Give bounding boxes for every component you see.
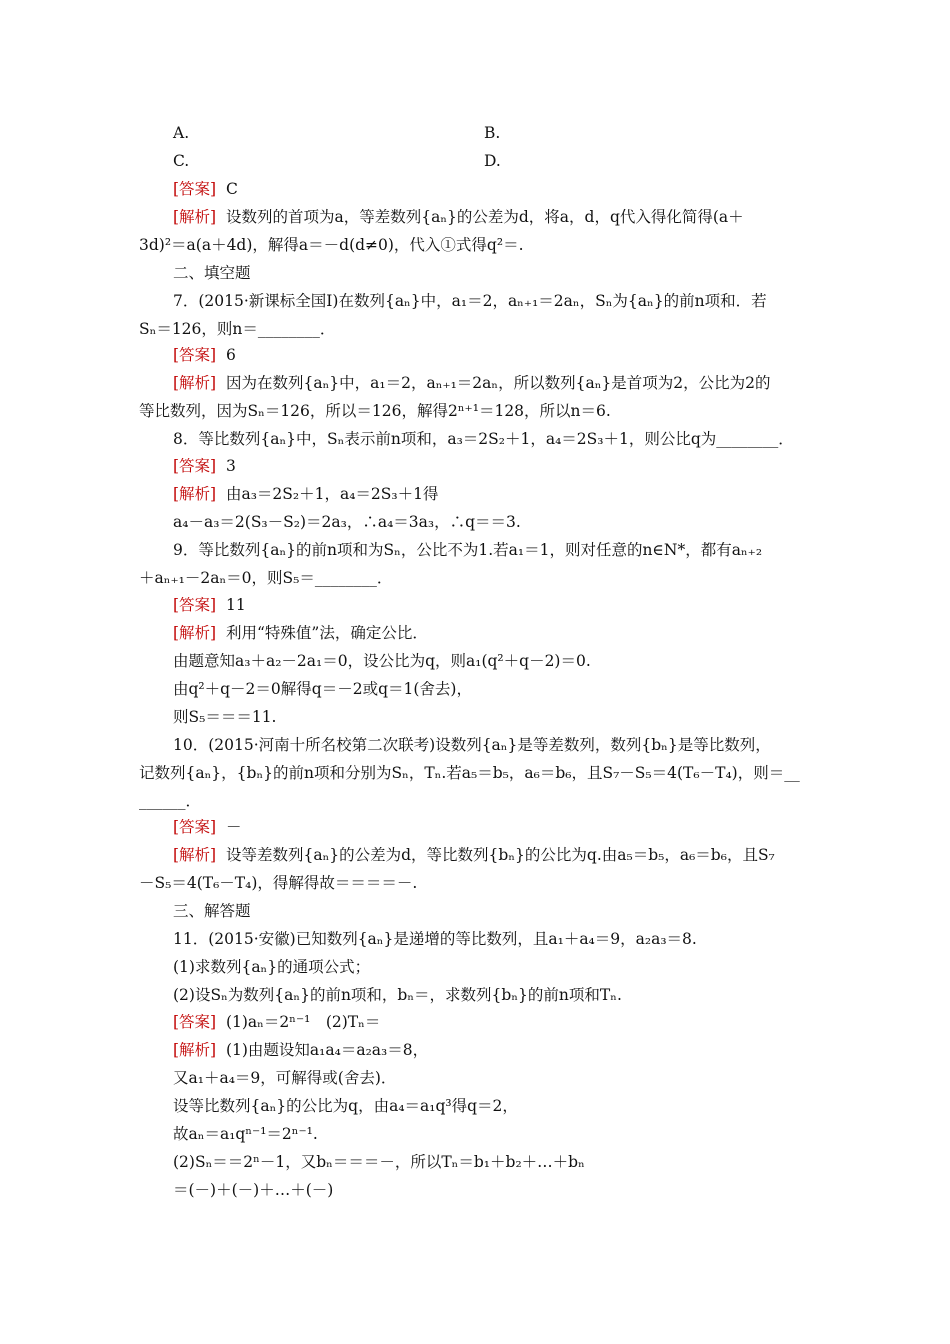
q8-stem-line-1: 8．等比数列{aₙ}中，Sₙ表示前n项和，a₃＝2S₂＋1，a₄＝2S₃＋1，则公比q为________． [173, 430, 794, 448]
answer-tag: [答案] [173, 180, 217, 198]
q11-analysis-line-2: 又a₁＋a₄＝9，可解得或(舍去)． [173, 1069, 397, 1087]
q9-stem-line-1: 9．等比数列{aₙ}的前n项和为Sₙ，公比不为1.若a₁＝1，则对任意的n∈N*，都有aₙ₊₂ [173, 541, 763, 559]
q9-answer-line [173, 595, 246, 615]
answer-tag: [答案] [173, 1013, 217, 1031]
analysis-text: (1)由题设知a₁a₄＝a₂a₃＝8， [225, 1041, 429, 1059]
analysis-text: 利用“特殊值”法，确定公比． [225, 624, 428, 642]
analysis-tag: [解析] [173, 485, 217, 503]
analysis-text: 设数列的首项为a，等差数列{aₙ}的公差为d，将a，d，q代入得化简得(a＋ [225, 208, 744, 226]
q11-answer-line [173, 1012, 380, 1032]
q9-analysis-line-1 [173, 623, 428, 643]
q8-analysis-line-2: a₄－a₃＝2(S₃－S₂)＝2a₃，∴a₄＝3a₃，∴q＝＝3. [173, 513, 521, 531]
q10-stem-line-1: 10．(2015·河南十所名校第二次联考)设数列{aₙ}是等差数列，数列{bₙ}是等比数列， [173, 736, 771, 754]
q8-answer-line [173, 456, 236, 476]
q9-analysis-line-2: 由题意知a₃＋a₂－2a₁＝0，设公比为q，则a₁(q²＋q－2)＝0. [173, 652, 591, 670]
q11-analysis-line-3: 设等比数列{aₙ}的公比为q，由a₄＝a₁q³得q＝2， [173, 1097, 518, 1115]
q6-analysis-line-2: 3d)²＝a(a＋4d)，解得a＝－d(d≠0)，代入①式得q²＝. [139, 236, 524, 254]
option-b: B. [484, 124, 501, 142]
q11-stem-line-2: (1)求数列{aₙ}的通项公式； [173, 958, 371, 976]
option-c: C. [173, 152, 190, 170]
answer-value: 11 [225, 596, 246, 614]
answer-tag: [答案] [173, 596, 217, 614]
q11-analysis-line-4: 故aₙ＝a₁qⁿ⁻¹＝2ⁿ⁻¹. [173, 1125, 318, 1143]
option-a: A. [173, 124, 190, 142]
q10-analysis-line-1 [173, 845, 775, 865]
q8-analysis-line-1 [173, 484, 439, 504]
analysis-text: 因为在数列{aₙ}中，a₁＝2，aₙ₊₁＝2aₙ，所以数列{aₙ}是首项为2，公比为2的 [225, 374, 771, 392]
q9-analysis-line-3: 由q²＋q－2＝0解得q＝－2或q＝1(舍去)， [173, 680, 472, 698]
q11-stem-line-1: 11．(2015·安徽)已知数列{aₙ}是递增的等比数列，且a₁＋a₄＝9，a₂a₃＝8. [173, 930, 697, 948]
q10-answer-line [173, 817, 241, 837]
q10-analysis-line-2: －S₅＝4(T₆－T₄)，得解得故＝＝＝＝－. [139, 874, 418, 892]
answer-tag: [答案] [173, 346, 217, 364]
q11-analysis-line-6: ＝(－)＋(－)＋…＋(－) [173, 1181, 334, 1199]
q7-analysis-line-1 [173, 373, 771, 393]
q6-analysis-line-1 [173, 207, 744, 227]
analysis-tag: [解析] [173, 624, 217, 642]
q7-analysis-line-2: 等比数列，因为Sₙ＝126，所以＝126，解得2ⁿ⁺¹＝128，所以n＝6. [139, 402, 611, 420]
analysis-text: 由a₃＝2S₂＋1，a₄＝2S₃＋1得 [225, 485, 439, 503]
q9-stem-line-2: ＋aₙ₊₁－2aₙ＝0，则S₅＝________． [139, 569, 393, 587]
answer-value: (1)aₙ＝2ⁿ⁻¹ (2)Tₙ＝ [225, 1013, 381, 1031]
q7-stem-line-2: Sₙ＝126，则n＝________． [139, 320, 336, 338]
answer-tag: [答案] [173, 457, 217, 475]
answer-tag: [答案] [173, 818, 217, 836]
analysis-tag: [解析] [173, 208, 217, 226]
q10-stem-line-2: 记数列{aₙ}，{bₙ}的前n项和分别为Sₙ，Tₙ.若a₅＝b₅，a₆＝b₆，且S₇－S₅＝4(T₆－T₄)，则＝__ [139, 764, 800, 782]
analysis-text: 设等差数列{aₙ}的公差为d，等比数列{bₙ}的公比为q.由a₅＝b₅，a₆＝b₆，且S₇ [225, 846, 775, 864]
section-heading-3: 三、解答题 [173, 902, 251, 920]
section-heading-2: 二、填空题 [173, 264, 251, 282]
q9-analysis-line-4: 则S₅＝＝＝11. [173, 708, 277, 726]
answer-value: C [225, 180, 238, 198]
q11-analysis-line-5: (2)Sₙ＝＝2ⁿ－1，又bₙ＝＝＝－，所以Tₙ＝b₁＋b₂＋…＋bₙ [173, 1153, 585, 1171]
analysis-tag: [解析] [173, 1041, 217, 1059]
q7-answer-line [173, 345, 236, 365]
q11-stem-line-3: (2)设Sₙ为数列{aₙ}的前n项和，bₙ＝，求数列{bₙ}的前n项和Tₙ. [173, 986, 622, 1004]
q7-stem-line-1: 7．(2015·新课标全国Ⅰ)在数列{aₙ}中，a₁＝2，aₙ₊₁＝2aₙ，Sₙ为{aₙ}的前n项和．若 [173, 292, 767, 310]
q10-stem-line-3: ______． [139, 792, 202, 810]
answer-value: 3 [225, 457, 236, 475]
q6-answer-line [173, 179, 238, 199]
q11-analysis-line-1 [173, 1040, 428, 1060]
analysis-tag: [解析] [173, 846, 217, 864]
analysis-tag: [解析] [173, 374, 217, 392]
answer-value: 6 [225, 346, 236, 364]
answer-value: － [225, 818, 242, 836]
option-d: D. [484, 152, 501, 170]
